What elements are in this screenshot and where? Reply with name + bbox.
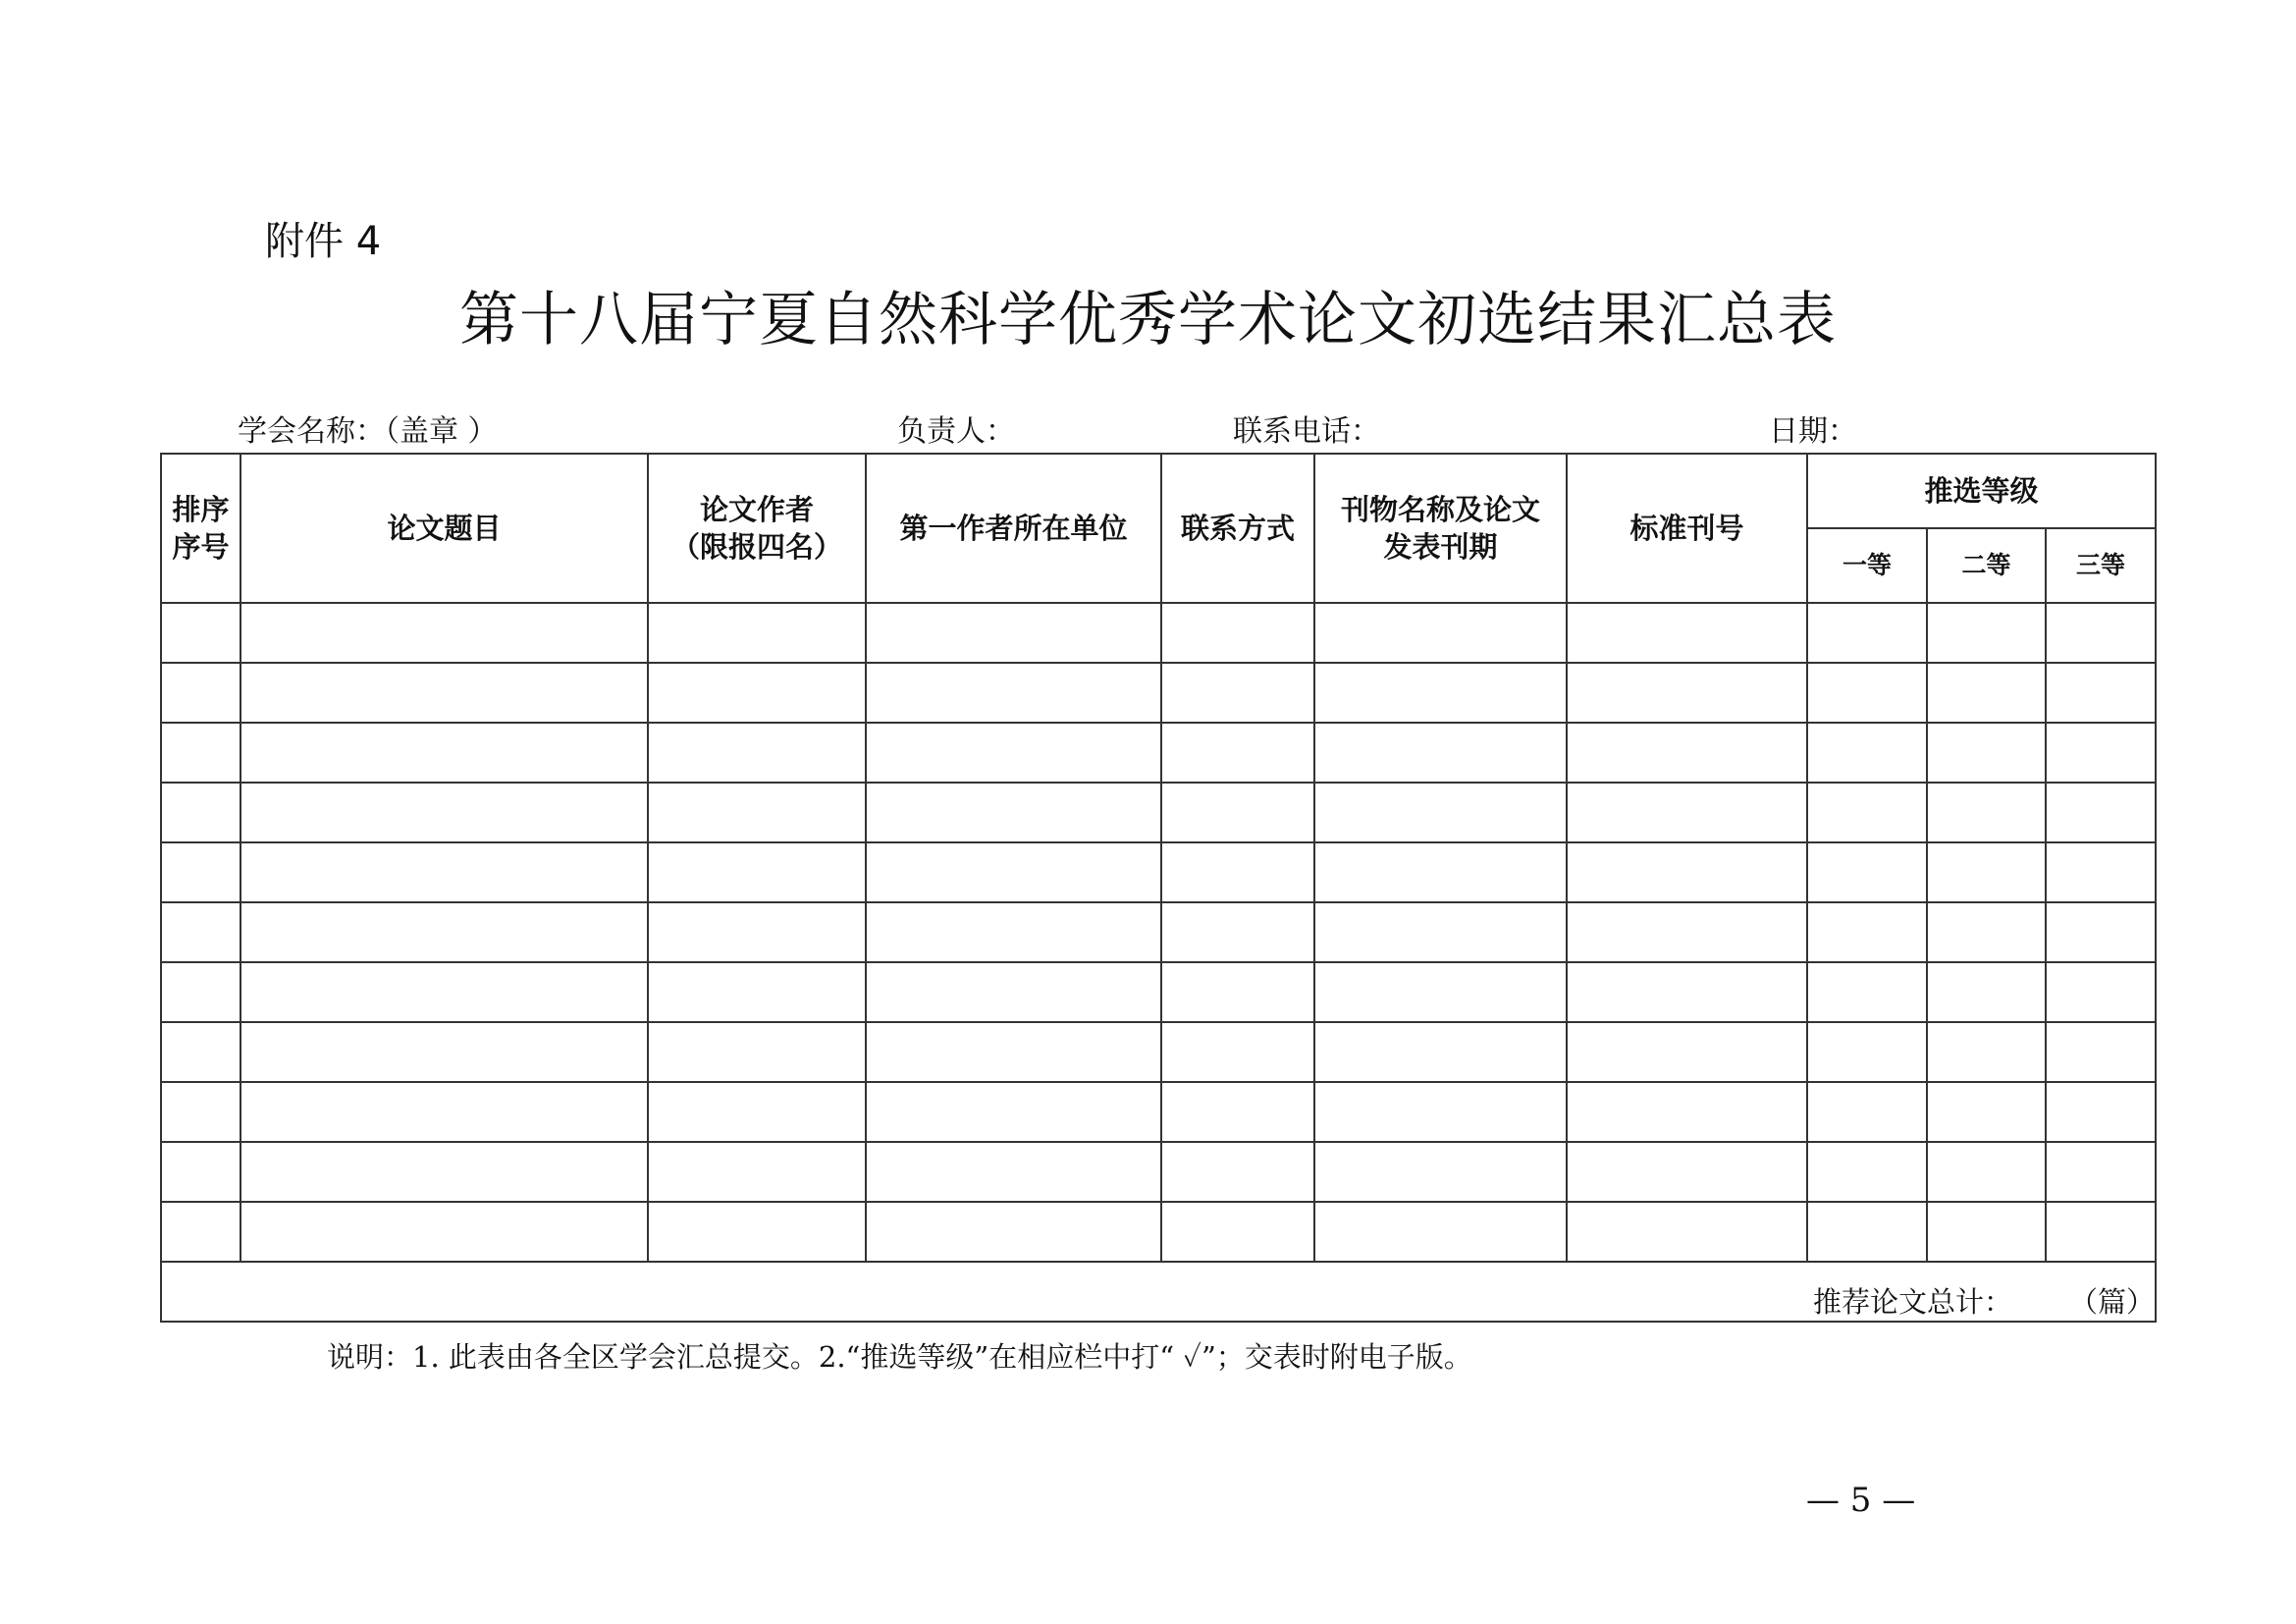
table-cell bbox=[1927, 1082, 2046, 1142]
header-grade-first: 一等 bbox=[1807, 528, 1927, 603]
table-cell bbox=[1567, 1022, 1807, 1082]
table-cell bbox=[866, 1022, 1161, 1082]
table-cell bbox=[1161, 962, 1314, 1022]
header-unit: 第一作者所在单位 bbox=[866, 454, 1161, 603]
table-cell bbox=[2046, 1022, 2156, 1082]
table-cell bbox=[1567, 902, 1807, 962]
table-cell bbox=[1927, 1022, 2046, 1082]
table-cell bbox=[161, 1142, 240, 1202]
table-cell bbox=[161, 603, 240, 663]
table-cell bbox=[648, 1202, 866, 1262]
table-row bbox=[161, 1082, 2156, 1142]
table-cell bbox=[1927, 1202, 2046, 1262]
table-cell bbox=[240, 1202, 648, 1262]
table-cell bbox=[1161, 902, 1314, 962]
table-row bbox=[161, 842, 2156, 902]
page-number: — 5 — bbox=[1806, 1481, 1916, 1520]
table-row bbox=[161, 1202, 2156, 1262]
table-cell bbox=[1567, 603, 1807, 663]
table-cell bbox=[161, 842, 240, 902]
table-row bbox=[161, 962, 2156, 1022]
table-cell bbox=[866, 1202, 1161, 1262]
table-cell bbox=[240, 1022, 648, 1082]
table-cell bbox=[1927, 603, 2046, 663]
table-row bbox=[161, 603, 2156, 663]
responsible-person-field: 负责人： bbox=[897, 414, 1015, 449]
table-cell bbox=[648, 723, 866, 783]
table-cell bbox=[1807, 842, 1927, 902]
table-cell bbox=[1314, 962, 1567, 1022]
table-cell bbox=[1927, 962, 2046, 1022]
table-cell bbox=[1314, 1082, 1567, 1142]
table-cell bbox=[1927, 842, 2046, 902]
table-cell bbox=[1567, 1142, 1807, 1202]
table-cell bbox=[1314, 1022, 1567, 1082]
table-cell bbox=[2046, 1202, 2156, 1262]
table-cell bbox=[1161, 603, 1314, 663]
table-cell bbox=[648, 1082, 866, 1142]
table-cell bbox=[161, 1022, 240, 1082]
total-cell bbox=[161, 1262, 2156, 1322]
table-cell bbox=[866, 1142, 1161, 1202]
table-cell bbox=[648, 1142, 866, 1202]
table-cell bbox=[1927, 723, 2046, 783]
table-cell bbox=[1807, 1142, 1927, 1202]
table-cell bbox=[1807, 1022, 1927, 1082]
table-cell bbox=[866, 603, 1161, 663]
table-cell bbox=[1567, 1082, 1807, 1142]
table-cell bbox=[648, 962, 866, 1022]
table-cell bbox=[866, 962, 1161, 1022]
table-cell bbox=[1807, 1082, 1927, 1142]
table-cell bbox=[2046, 1082, 2156, 1142]
table-row bbox=[161, 902, 2156, 962]
table-cell bbox=[240, 1142, 648, 1202]
table-cell bbox=[1807, 723, 1927, 783]
table-cell bbox=[240, 1082, 648, 1142]
total-label: 推荐论文总计： （篇） bbox=[1813, 1285, 2156, 1319]
table-cell bbox=[1567, 723, 1807, 783]
table-cell bbox=[2046, 962, 2156, 1022]
table-row bbox=[161, 1142, 2156, 1202]
table-cell bbox=[1314, 603, 1567, 663]
table-cell bbox=[648, 902, 866, 962]
table-cell bbox=[2046, 1142, 2156, 1202]
table-cell bbox=[1314, 723, 1567, 783]
table-cell bbox=[1567, 663, 1807, 723]
table-cell bbox=[1161, 1022, 1314, 1082]
table-cell bbox=[240, 603, 648, 663]
table-cell bbox=[1927, 663, 2046, 723]
table-cell bbox=[240, 842, 648, 902]
table-cell bbox=[1567, 962, 1807, 1022]
table-cell bbox=[161, 962, 240, 1022]
table-cell bbox=[1314, 842, 1567, 902]
table-cell bbox=[161, 1082, 240, 1142]
table-cell bbox=[1567, 783, 1807, 842]
table-cell bbox=[648, 783, 866, 842]
table-cell bbox=[1807, 1202, 1927, 1262]
table-cell bbox=[1807, 962, 1927, 1022]
contact-phone-field: 联系电话： bbox=[1233, 414, 1380, 449]
table-cell bbox=[240, 723, 648, 783]
table-cell bbox=[866, 783, 1161, 842]
table-cell bbox=[648, 663, 866, 723]
header-grade-third: 三等 bbox=[2046, 528, 2156, 603]
header-authors: 论文作者 （限报四名） bbox=[648, 454, 866, 603]
table-cell bbox=[161, 902, 240, 962]
table-cell bbox=[2046, 723, 2156, 783]
table-cell bbox=[1161, 1202, 1314, 1262]
table-row bbox=[161, 723, 2156, 783]
table-cell bbox=[1807, 663, 1927, 723]
header-issn: 标准刊号 bbox=[1567, 454, 1807, 603]
table-row bbox=[161, 783, 2156, 842]
table-cell bbox=[1161, 1142, 1314, 1202]
society-name-field: 学会名称：（盖章 ） bbox=[238, 414, 498, 449]
table-cell bbox=[240, 902, 648, 962]
table-cell bbox=[1927, 1142, 2046, 1202]
table-cell bbox=[1161, 723, 1314, 783]
table-cell bbox=[161, 723, 240, 783]
summary-table bbox=[160, 453, 2157, 1323]
table-cell bbox=[866, 663, 1161, 723]
table-cell bbox=[1567, 1202, 1807, 1262]
table-cell bbox=[2046, 842, 2156, 902]
table-cell bbox=[240, 962, 648, 1022]
table-cell bbox=[1314, 663, 1567, 723]
table-cell bbox=[1314, 1142, 1567, 1202]
table-cell bbox=[1314, 1202, 1567, 1262]
table-row bbox=[161, 663, 2156, 723]
header-journal: 刊物名称及论文 发表刊期 bbox=[1314, 454, 1567, 603]
table-cell bbox=[1807, 902, 1927, 962]
header-paper-title: 论文题目 bbox=[240, 454, 648, 603]
header-grade: 推选等级 bbox=[1807, 454, 2156, 528]
table-cell bbox=[648, 842, 866, 902]
table-cell bbox=[1927, 783, 2046, 842]
document-title: 第十八届宁夏自然科学优秀学术论文初选结果汇总表 bbox=[459, 286, 1837, 354]
attachment-label: 附件 4 bbox=[265, 219, 382, 264]
table-cell bbox=[2046, 783, 2156, 842]
table-cell bbox=[161, 783, 240, 842]
table-cell bbox=[1927, 902, 2046, 962]
header-seq: 排序 序号 bbox=[161, 454, 240, 603]
table-cell bbox=[866, 842, 1161, 902]
table-cell bbox=[1567, 842, 1807, 902]
table-cell bbox=[1807, 603, 1927, 663]
table-cell bbox=[1314, 783, 1567, 842]
table-cell bbox=[1161, 663, 1314, 723]
table-cell bbox=[648, 1022, 866, 1082]
header-contact: 联系方式 bbox=[1161, 454, 1314, 603]
table-cell bbox=[648, 603, 866, 663]
footnote: 说明：1. 此表由各全区学会汇总提交。2.“推选等级”在相应栏中打“ ✓”；交表时附电子版。 bbox=[327, 1340, 1472, 1374]
table-cell bbox=[866, 723, 1161, 783]
table-cell bbox=[1161, 842, 1314, 902]
table-row bbox=[161, 1022, 2156, 1082]
table-cell bbox=[2046, 902, 2156, 962]
table-body bbox=[161, 603, 2156, 1262]
table-cell bbox=[240, 663, 648, 723]
date-field: 日期： bbox=[1769, 414, 1857, 449]
table-cell bbox=[161, 663, 240, 723]
table-cell bbox=[2046, 663, 2156, 723]
table-cell bbox=[2046, 603, 2156, 663]
table-cell bbox=[240, 783, 648, 842]
table-cell bbox=[161, 1202, 240, 1262]
table-cell bbox=[1161, 783, 1314, 842]
table-cell bbox=[866, 902, 1161, 962]
table-cell bbox=[866, 1082, 1161, 1142]
table-cell bbox=[1161, 1082, 1314, 1142]
table-cell bbox=[1314, 902, 1567, 962]
header-grade-second: 二等 bbox=[1927, 528, 2046, 603]
table-cell bbox=[1807, 783, 1927, 842]
